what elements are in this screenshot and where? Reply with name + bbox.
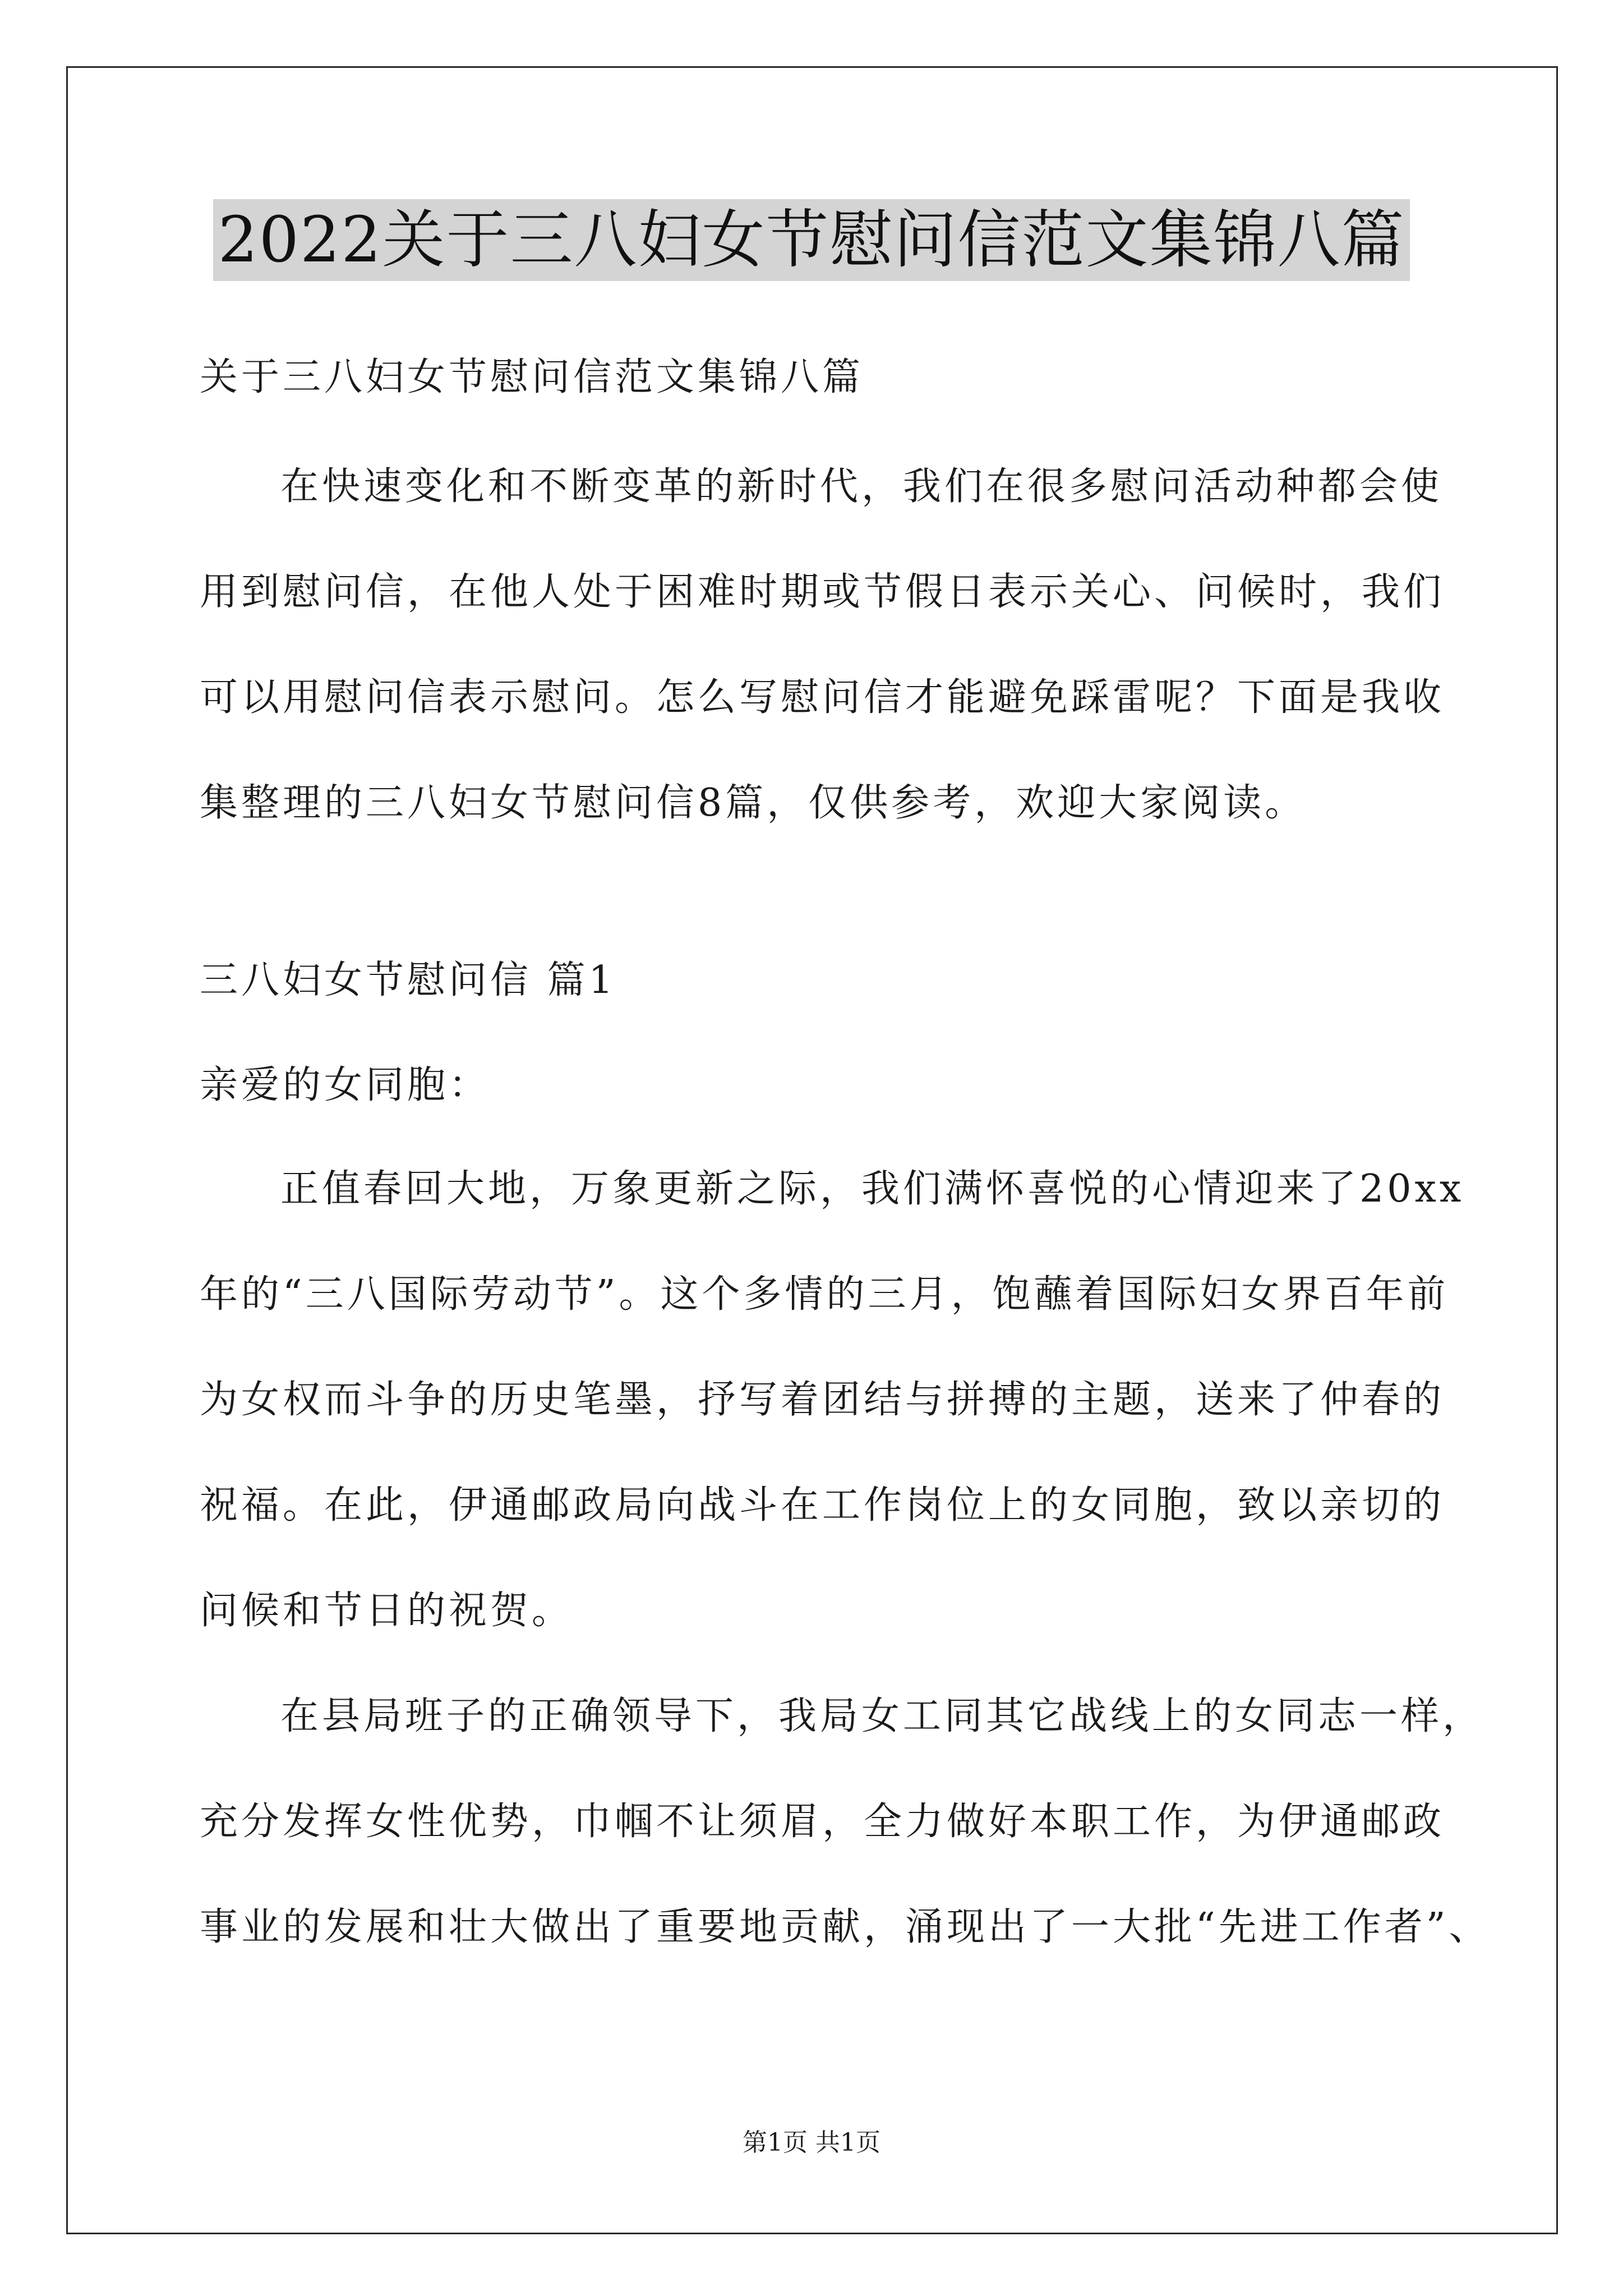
paragraph2-line: 充分发挥女性优势，巾帼不让须眉，全力做好本职工作，为伊通邮政 bbox=[200, 1800, 1445, 1844]
salutation: 亲爱的女同胞： bbox=[200, 1063, 491, 1107]
paragraph1-line: 年的“三八国际劳动节”。这个多情的三月，饱蘸着国际妇女界百年前 bbox=[200, 1272, 1449, 1317]
intro-line: 集整理的三八妇女节慰问信8篇，仅供参考，欢迎大家阅读。 bbox=[200, 781, 1307, 825]
paragraph1-line: 问候和节日的祝贺。 bbox=[200, 1589, 574, 1633]
section-heading: 三八妇女节慰问信 篇1 bbox=[200, 958, 616, 1002]
intro-line: 可以用慰问信表示慰问。怎么写慰问信才能避免踩雷呢？下面是我收 bbox=[200, 675, 1445, 720]
paragraph1-line: 为女权而斗争的历史笔墨，抒写着团结与拼搏的主题，送来了仲春的 bbox=[200, 1378, 1445, 1422]
title-container bbox=[0, 199, 1623, 281]
intro-line: 用到慰问信，在他人处于困难时期或节假日表示关心、问候时，我们 bbox=[200, 570, 1445, 614]
paragraph1-line: 正值春回大地，万象更新之际，我们满怀喜悦的心情迎来了20xx bbox=[280, 1167, 1465, 1211]
document-title: 2022关于三八妇女节慰问信范文集锦八篇 bbox=[213, 199, 1409, 281]
subtitle: 关于三八妇女节慰问信范文集锦八篇 bbox=[200, 355, 864, 399]
page-footer: 第1页 共1页 bbox=[743, 2128, 880, 2157]
paragraph1-line: 祝福。在此，伊通邮政局向战斗在工作岗位上的女同胞，致以亲切的 bbox=[200, 1483, 1445, 1527]
intro-line: 在快速变化和不断变革的新时代，我们在很多慰问活动种都会使 bbox=[280, 464, 1443, 509]
paragraph2-line: 在县局班子的正确领导下，我局女工同其它战线上的女同志一样， bbox=[280, 1694, 1484, 1738]
paragraph2-line: 事业的发展和壮大做出了重要地贡献，涌现出了一大批“先进工作者”、 bbox=[200, 1905, 1491, 1949]
